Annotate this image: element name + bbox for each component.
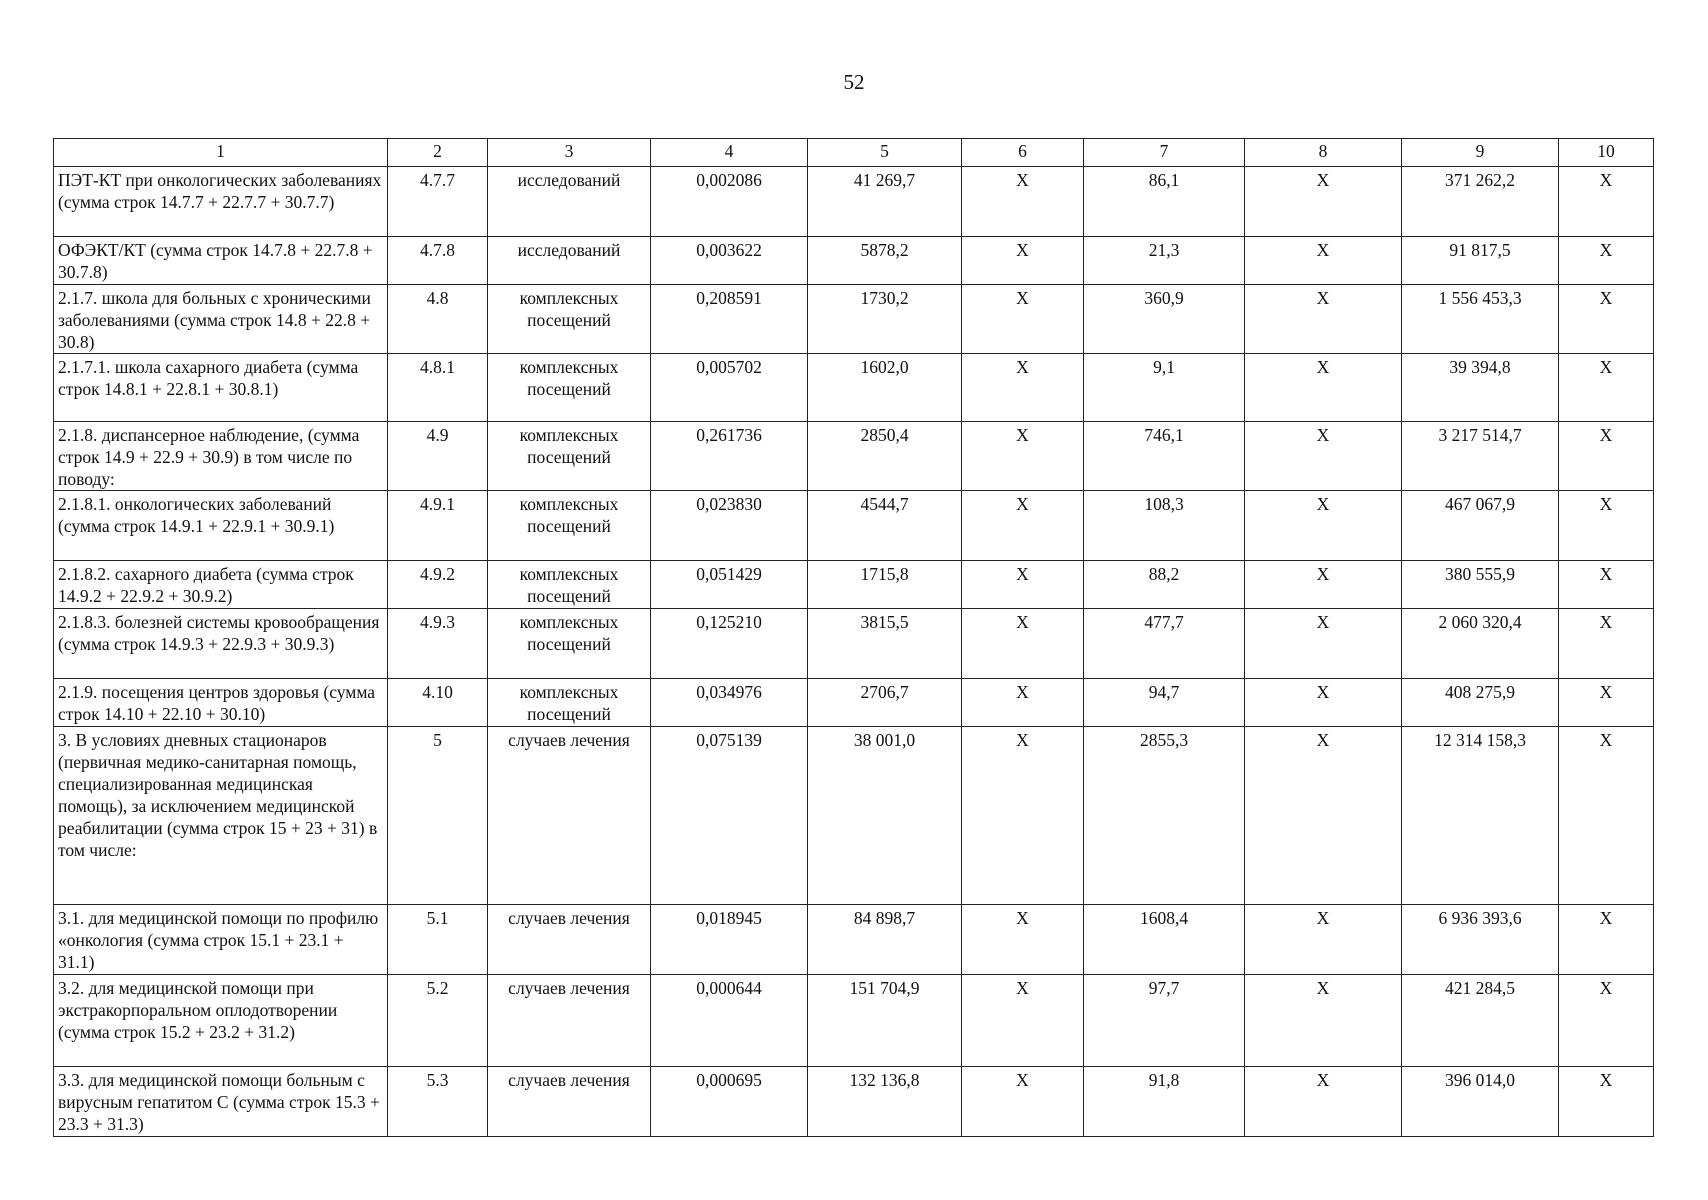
row-description: 2.1.7.1. школа сахарного диабета (сумма строк 14.8.1 + 22.8.1 + 30.8.1) bbox=[54, 354, 388, 422]
row-value-9: 39 394,8 bbox=[1402, 354, 1559, 422]
row-value-9: 396 014,0 bbox=[1402, 1067, 1559, 1137]
row-value-10: X bbox=[1559, 727, 1654, 905]
row-value-10: X bbox=[1559, 609, 1654, 679]
column-header: 4 bbox=[651, 139, 808, 167]
row-value-9: 380 555,9 bbox=[1402, 561, 1559, 609]
row-description: ОФЭКТ/КТ (сумма строк 14.7.8 + 22.7.8 + 30.7.8) bbox=[54, 237, 388, 285]
row-code: 5.1 bbox=[388, 905, 488, 975]
row-value-4: 0,034976 bbox=[651, 679, 808, 727]
table-row bbox=[54, 727, 1654, 905]
row-value-8: X bbox=[1245, 491, 1402, 561]
table-row bbox=[54, 975, 1654, 1067]
row-code: 4.9.1 bbox=[388, 491, 488, 561]
row-value-4: 0,018945 bbox=[651, 905, 808, 975]
row-code: 4.8.1 bbox=[388, 354, 488, 422]
row-code: 5.2 bbox=[388, 975, 488, 1067]
row-value-9: 91 817,5 bbox=[1402, 237, 1559, 285]
table-row bbox=[54, 561, 1654, 609]
table-row bbox=[54, 354, 1654, 422]
row-value-10: X bbox=[1559, 1067, 1654, 1137]
row-value-6: X bbox=[962, 975, 1084, 1067]
row-value-5: 132 136,8 bbox=[808, 1067, 962, 1137]
row-value-4: 0,002086 bbox=[651, 167, 808, 237]
table-row bbox=[54, 167, 1654, 237]
row-unit: комплексных посещений bbox=[488, 561, 651, 609]
row-value-5: 2850,4 bbox=[808, 422, 962, 491]
row-value-8: X bbox=[1245, 1067, 1402, 1137]
column-header: 7 bbox=[1084, 139, 1245, 167]
row-value-5: 41 269,7 bbox=[808, 167, 962, 237]
row-value-7: 1608,4 bbox=[1084, 905, 1245, 975]
row-value-7: 2855,3 bbox=[1084, 727, 1245, 905]
row-description: 2.1.7. школа для больных с хроническими заболеваниями (сумма строк 14.8 + 22.8 + 30.8) bbox=[54, 285, 388, 354]
row-value-7: 9,1 bbox=[1084, 354, 1245, 422]
row-value-5: 84 898,7 bbox=[808, 905, 962, 975]
row-description: 2.1.9. посещения центров здоровья (сумма строк 14.10 + 22.10 + 30.10) bbox=[54, 679, 388, 727]
row-value-8: X bbox=[1245, 727, 1402, 905]
data-table bbox=[53, 138, 1654, 1137]
row-value-9: 408 275,9 bbox=[1402, 679, 1559, 727]
row-value-4: 0,003622 bbox=[651, 237, 808, 285]
row-value-10: X bbox=[1559, 905, 1654, 975]
row-value-10: X bbox=[1559, 975, 1654, 1067]
row-value-8: X bbox=[1245, 905, 1402, 975]
row-unit: комплексных посещений bbox=[488, 354, 651, 422]
row-value-8: X bbox=[1245, 354, 1402, 422]
column-header: 2 bbox=[388, 139, 488, 167]
row-value-6: X bbox=[962, 561, 1084, 609]
column-number-row bbox=[54, 139, 1654, 167]
row-code: 5.3 bbox=[388, 1067, 488, 1137]
row-unit: случаев лечения bbox=[488, 975, 651, 1067]
row-value-6: X bbox=[962, 1067, 1084, 1137]
row-code: 4.9 bbox=[388, 422, 488, 491]
row-value-5: 5878,2 bbox=[808, 237, 962, 285]
row-value-10: X bbox=[1559, 285, 1654, 354]
row-value-7: 94,7 bbox=[1084, 679, 1245, 727]
row-description: 2.1.8.1. онкологических заболеваний (сумма строк 14.9.1 + 22.9.1 + 30.9.1) bbox=[54, 491, 388, 561]
row-value-10: X bbox=[1559, 354, 1654, 422]
row-value-5: 151 704,9 bbox=[808, 975, 962, 1067]
table-row bbox=[54, 491, 1654, 561]
row-value-6: X bbox=[962, 727, 1084, 905]
row-value-4: 0,023830 bbox=[651, 491, 808, 561]
row-value-10: X bbox=[1559, 167, 1654, 237]
row-value-8: X bbox=[1245, 679, 1402, 727]
table-row bbox=[54, 679, 1654, 727]
row-value-8: X bbox=[1245, 167, 1402, 237]
row-description: 3.3. для медицинской помощи больным с вирусным гепатитом С (сумма строк 15.3 + 23.3 + 31.3) bbox=[54, 1067, 388, 1137]
row-description: 3.1. для медицинской помощи по профилю «онкология (сумма строк 15.1 + 23.1 + 31.1) bbox=[54, 905, 388, 975]
row-value-7: 86,1 bbox=[1084, 167, 1245, 237]
row-value-9: 6 936 393,6 bbox=[1402, 905, 1559, 975]
row-code: 4.7.8 bbox=[388, 237, 488, 285]
row-value-8: X bbox=[1245, 422, 1402, 491]
row-value-5: 1715,8 bbox=[808, 561, 962, 609]
row-unit: случаев лечения bbox=[488, 1067, 651, 1137]
row-value-6: X bbox=[962, 422, 1084, 491]
table-row bbox=[54, 422, 1654, 491]
table-row bbox=[54, 609, 1654, 679]
row-value-5: 38 001,0 bbox=[808, 727, 962, 905]
row-unit: случаев лечения bbox=[488, 905, 651, 975]
row-value-5: 1602,0 bbox=[808, 354, 962, 422]
row-value-4: 0,051429 bbox=[651, 561, 808, 609]
row-code: 4.9.2 bbox=[388, 561, 488, 609]
row-value-9: 1 556 453,3 bbox=[1402, 285, 1559, 354]
row-value-8: X bbox=[1245, 561, 1402, 609]
row-value-6: X bbox=[962, 167, 1084, 237]
row-value-9: 467 067,9 bbox=[1402, 491, 1559, 561]
row-description: 2.1.8.2. сахарного диабета (сумма строк 14.9.2 + 22.9.2 + 30.9.2) bbox=[54, 561, 388, 609]
row-value-7: 360,9 bbox=[1084, 285, 1245, 354]
column-header: 5 bbox=[808, 139, 962, 167]
row-value-7: 108,3 bbox=[1084, 491, 1245, 561]
row-value-10: X bbox=[1559, 561, 1654, 609]
row-value-10: X bbox=[1559, 422, 1654, 491]
row-unit: исследований bbox=[488, 167, 651, 237]
row-value-4: 0,261736 bbox=[651, 422, 808, 491]
row-code: 5 bbox=[388, 727, 488, 905]
row-unit: исследований bbox=[488, 237, 651, 285]
table-row bbox=[54, 285, 1654, 354]
column-header: 8 bbox=[1245, 139, 1402, 167]
row-value-6: X bbox=[962, 609, 1084, 679]
row-value-4: 0,075139 bbox=[651, 727, 808, 905]
row-value-6: X bbox=[962, 354, 1084, 422]
row-code: 4.8 bbox=[388, 285, 488, 354]
row-value-9: 371 262,2 bbox=[1402, 167, 1559, 237]
row-value-4: 0,208591 bbox=[651, 285, 808, 354]
row-unit: комплексных посещений bbox=[488, 422, 651, 491]
row-unit: комплексных посещений bbox=[488, 491, 651, 561]
row-value-9: 3 217 514,7 bbox=[1402, 422, 1559, 491]
row-value-4: 0,000644 bbox=[651, 975, 808, 1067]
row-description: ПЭТ-КТ при онкологических заболеваниях (сумма строк 14.7.7 + 22.7.7 + 30.7.7) bbox=[54, 167, 388, 237]
row-description: 2.1.8. диспансерное наблюдение, (сумма строк 14.9 + 22.9 + 30.9) в том числе по поводу: bbox=[54, 422, 388, 491]
row-description: 2.1.8.3. болезней системы кровообращения (сумма строк 14.9.3 + 22.9.3 + 30.9.3) bbox=[54, 609, 388, 679]
row-value-4: 0,125210 bbox=[651, 609, 808, 679]
column-header: 9 bbox=[1402, 139, 1559, 167]
row-value-8: X bbox=[1245, 975, 1402, 1067]
row-unit: случаев лечения bbox=[488, 727, 651, 905]
row-value-5: 3815,5 bbox=[808, 609, 962, 679]
row-value-9: 2 060 320,4 bbox=[1402, 609, 1559, 679]
row-value-7: 91,8 bbox=[1084, 1067, 1245, 1137]
row-value-6: X bbox=[962, 237, 1084, 285]
row-value-7: 477,7 bbox=[1084, 609, 1245, 679]
row-value-9: 12 314 158,3 bbox=[1402, 727, 1559, 905]
row-value-7: 21,3 bbox=[1084, 237, 1245, 285]
row-value-10: X bbox=[1559, 679, 1654, 727]
table-row bbox=[54, 237, 1654, 285]
row-unit: комплексных посещений bbox=[488, 609, 651, 679]
row-value-6: X bbox=[962, 679, 1084, 727]
row-value-6: X bbox=[962, 491, 1084, 561]
table-row bbox=[54, 905, 1654, 975]
row-unit: комплексных посещений bbox=[488, 285, 651, 354]
row-code: 4.7.7 bbox=[388, 167, 488, 237]
column-header: 3 bbox=[488, 139, 651, 167]
row-unit: комплексных посещений bbox=[488, 679, 651, 727]
row-value-7: 97,7 bbox=[1084, 975, 1245, 1067]
row-value-8: X bbox=[1245, 285, 1402, 354]
row-value-4: 0,000695 bbox=[651, 1067, 808, 1137]
row-value-6: X bbox=[962, 905, 1084, 975]
page-number: 52 bbox=[843, 70, 865, 94]
row-value-5: 2706,7 bbox=[808, 679, 962, 727]
column-header: 1 bbox=[54, 139, 388, 167]
row-value-6: X bbox=[962, 285, 1084, 354]
row-value-7: 88,2 bbox=[1084, 561, 1245, 609]
row-value-9: 421 284,5 bbox=[1402, 975, 1559, 1067]
row-description: 3.2. для медицинской помощи при экстракорпоральном оплодотворении (сумма строк 15.2 + 23.2 + 31.2) bbox=[54, 975, 388, 1067]
row-value-5: 1730,2 bbox=[808, 285, 962, 354]
row-description: 3. В условиях дневных стационаров (первичная медико-санитарная помощь, специализированная медицинская помощь), за исключением медицинской реабилитации (сумма строк 15 + 23 + 31) в том числе: bbox=[54, 727, 388, 905]
row-value-8: X bbox=[1245, 237, 1402, 285]
row-code: 4.9.3 bbox=[388, 609, 488, 679]
row-value-10: X bbox=[1559, 491, 1654, 561]
column-header: 6 bbox=[962, 139, 1084, 167]
row-value-4: 0,005702 bbox=[651, 354, 808, 422]
table-row bbox=[54, 1067, 1654, 1137]
row-value-7: 746,1 bbox=[1084, 422, 1245, 491]
row-value-5: 4544,7 bbox=[808, 491, 962, 561]
row-code: 4.10 bbox=[388, 679, 488, 727]
row-value-8: X bbox=[1245, 609, 1402, 679]
row-value-10: X bbox=[1559, 237, 1654, 285]
column-header: 10 bbox=[1559, 139, 1654, 167]
